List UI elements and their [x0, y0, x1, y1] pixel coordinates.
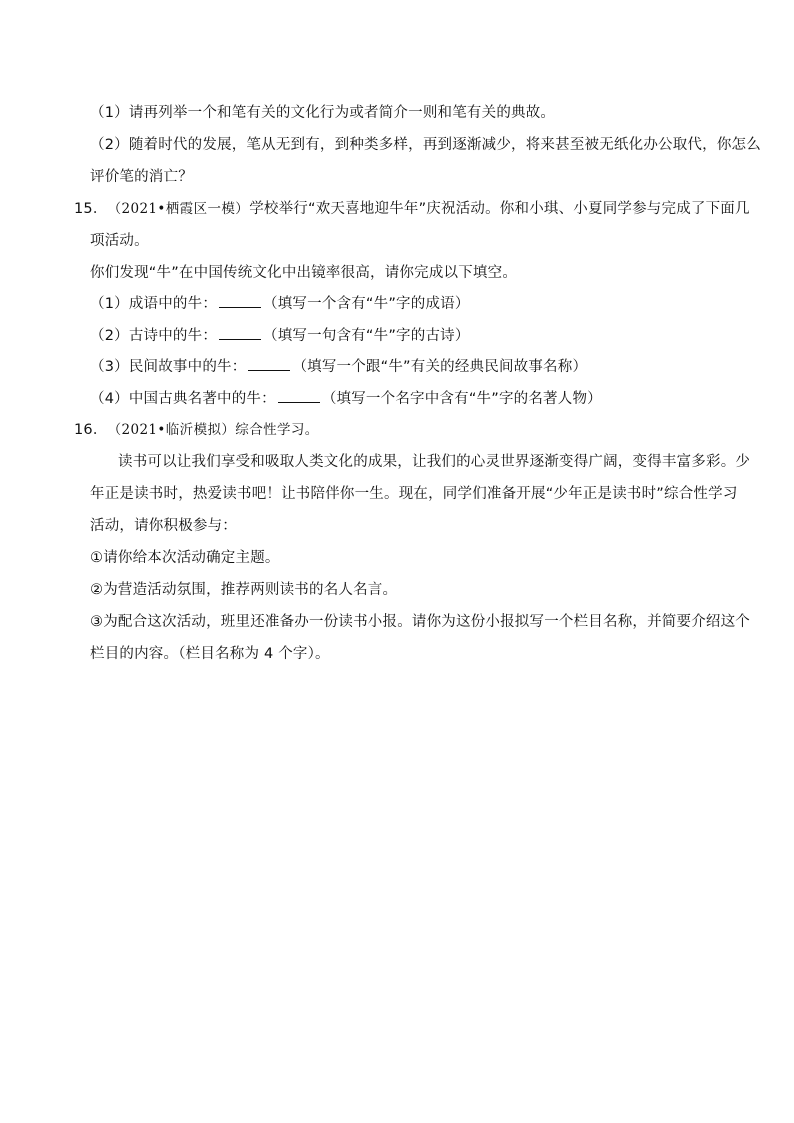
- q15-source: （2021•栖霞区一模）: [107, 201, 250, 217]
- q15-item-2: [90, 326, 470, 346]
- q15-stem-line1: [74, 199, 750, 219]
- answer-blank[interactable]: [219, 327, 261, 340]
- q15-intro: 你们发现“牛”在中国传统文化中出镜率很高，请你完成以下填空。: [90, 265, 518, 281]
- q16-paragraph-line2: 年正是读书时，热爱读书吧！让书陪伴你一生。现在，同学们准备开展“少年正是读书时”综合性学习: [90, 486, 738, 502]
- q14-sub2-line1: （2）随着时代的发展，笔从无到有，到种类多样，再到逐渐减少，将来甚至被无纸化办公取代，你怎么: [90, 137, 761, 153]
- answer-blank[interactable]: [278, 390, 320, 403]
- q15-item-label: （2）古诗中的牛：: [90, 328, 218, 344]
- q14-sub1: （1）请再列举一个和笔有关的文化行为或者简介一则和笔有关的典故。: [90, 105, 556, 121]
- q16-paragraph-line3: 活动，请你积极参与：: [90, 518, 237, 534]
- q16-task-3-line2: 栏目的内容。（栏目名称为 4 个字）。: [90, 646, 330, 662]
- q14-sub2-line2: 评价笔的消亡？: [90, 169, 193, 185]
- q15-stem-line2: 项活动。: [90, 233, 149, 249]
- q16-task-2: ②为营造活动氛围，推荐两则读书的名人名言。: [90, 582, 398, 598]
- q15-item-hint: （填写一个跟“牛”有关的经典民间故事名称）: [292, 359, 588, 375]
- q15-item-label: （1）成语中的牛：: [90, 296, 218, 312]
- q15-item-label: （3）民间故事中的牛：: [90, 359, 247, 375]
- q16-task-3-line1: ③为配合这次活动，班里还准备办一份读书小报。请你为这份小报拟写一个栏目名称，并简要介绍这个: [90, 614, 750, 630]
- q15-item-hint: （填写一个名字中含有“牛”字的名著人物）: [321, 391, 602, 407]
- q15-item-hint: （填写一句含有“牛”字的古诗）: [263, 328, 470, 344]
- q15-item-hint: （填写一个含有“牛”字的成语）: [263, 296, 470, 312]
- q15-item-1: [90, 294, 470, 314]
- q15-stem-a: 学校举行“欢天喜地迎牛年”庆祝活动。你和小琪、小夏同学参与完成了下面几: [249, 201, 750, 217]
- q15-item-3: [90, 357, 587, 377]
- answer-blank[interactable]: [219, 295, 261, 308]
- answer-blank[interactable]: [248, 358, 290, 371]
- q16-stem: [74, 420, 319, 440]
- q15-item-4: [90, 389, 602, 409]
- q16-source: （2021•临沂模拟）: [107, 422, 236, 438]
- q16-task-1: ①请你给本次活动确定主题。: [90, 550, 280, 566]
- q16-stem-text: 综合性学习。: [235, 422, 319, 438]
- q16-paragraph-line1: 读书可以让我们享受和吸取人类文化的成果，让我们的心灵世界逐渐变得广阔，变得丰富多彩。少: [118, 454, 751, 470]
- q15-item-label: （4）中国古典名著中的牛：: [90, 391, 276, 407]
- q15-number: 15．: [74, 201, 108, 217]
- q16-number: 16．: [74, 422, 108, 438]
